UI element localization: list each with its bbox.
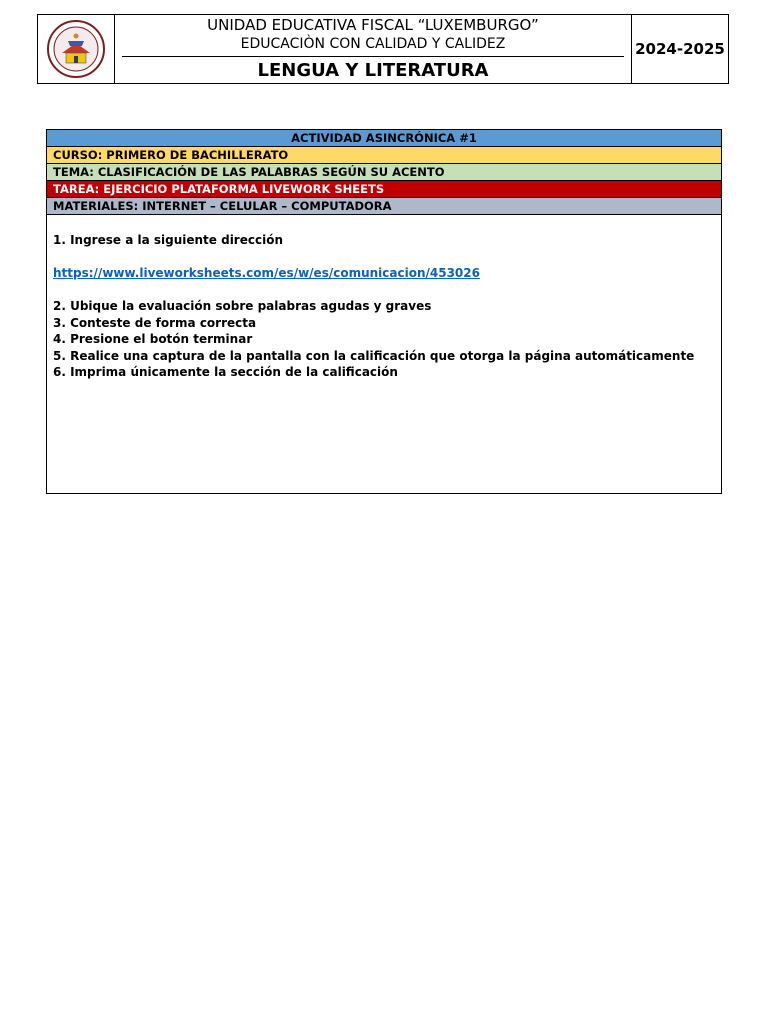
activity-title: ACTIVIDAD ASINCRÓNICA #1 (47, 130, 721, 147)
logo-cell (38, 15, 115, 83)
step-5: 5. Realice una captura de la pantalla con la calificación que otorga la página automáticamente (53, 348, 695, 363)
header-title-cell (115, 15, 632, 83)
instructions (47, 215, 721, 381)
step-4: 4. Presione el botón terminar (53, 332, 253, 346)
worksheet-link[interactable]: https://www.liveworksheets.com/es/w/es/comunicacion/453026 (53, 266, 480, 280)
materials-row: MATERIALES: INTERNET – CELULAR – COMPUTADORA (47, 198, 721, 215)
course-row: CURSO: PRIMERO DE BACHILLERATO (47, 147, 721, 164)
school-year: 2024-2025 (635, 40, 725, 58)
step-3: 3. Conteste de forma correcta (53, 315, 257, 330)
school-motto: EDUCACIÒN CON CALIDAD Y CALIDEZ (240, 36, 506, 52)
document-header (37, 14, 729, 84)
step-2: 2. Ubique la evaluación sobre palabras agudas y graves (53, 299, 432, 313)
step-6: 6. Imprima únicamente la sección de la calificación (53, 365, 398, 379)
topic-row: TEMA: CLASIFICACIÓN DE LAS PALABRAS SEGÚN SU ACENTO (47, 164, 721, 181)
step-1: 1. Ingrese a la siguiente dirección (53, 233, 283, 247)
header-divider (122, 56, 624, 57)
task-row: TAREA: EJERCICIO PLATAFORMA LIVEWORK SHEETS (47, 181, 721, 198)
school-seal-icon (46, 19, 106, 79)
activity-table (46, 129, 722, 494)
spacer (53, 282, 721, 299)
school-name: UNIDAD EDUCATIVA FISCAL “LUXEMBURGO” (207, 16, 539, 34)
spacer (53, 249, 721, 266)
subject-title: LENGUA Y LITERATURA (257, 60, 489, 81)
